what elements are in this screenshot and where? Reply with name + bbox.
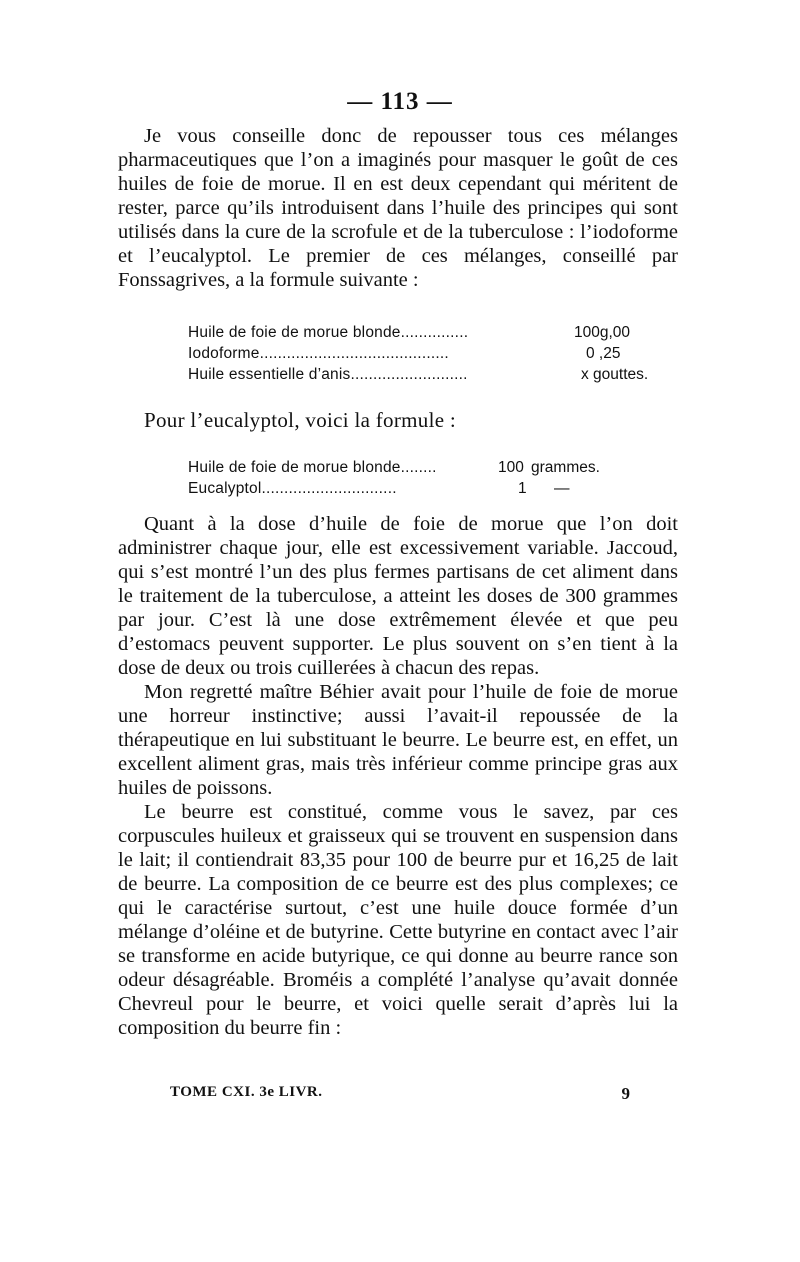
ingredient-quantity: 100 (498, 459, 524, 476)
ingredient-quantity: 100g,00 (574, 324, 631, 341)
intro-paragraph-block (118, 124, 678, 292)
ingredient-quantity: 1 (518, 480, 527, 497)
eucalyptol-formula (188, 457, 628, 499)
ingredient-unit: — (554, 480, 570, 497)
formula-row (188, 322, 658, 343)
paragraph-butter: Le beurre est constitué, comme vous le savez, par ces corpuscules huileux et graisseux qui se trouvent en suspension dans le lait; il contiendrait 83,35 pour 100 de beurre pur et 16,25 de lait de beurre. La composition de ce beurre est des plus complexes; ce qui le caractérise surtout, c’est une huile douce formée d’un mélange d’oléine et de butyrine. Cette butyrine en contact avec l’air se transforme en acide butyrique, ce qui donne au beurre rance son odeur désagréable. Broméis a complété l’analyse qu’avait donnée Chevreul pour le beurre, et voici quelle serait d’après lui la composition du beurre fin : (118, 801, 678, 1039)
ingredient-name: Huile de foie de morue blonde........ (188, 459, 437, 476)
page-number: — 113 — (347, 88, 453, 115)
formula-row (188, 478, 628, 499)
eucalyptol-intro: Pour l’eucalyptol, voici la formule : (144, 408, 457, 432)
ingredient-unit: grammes. (531, 459, 600, 476)
paragraph-dose: Quant à la dose d’huile de foie de morue que l’on doit administrer chaque jour, elle est excessivement variable. Jaccoud, qui s’est montré l’un des plus fermes partisans de cet aliment dans le traitement de la tuberculose, a atteint les doses de 300 grammes par jour. C’est là une dose extrêmement élevée et que peu d’estomacs peuvent supporter. Le plus souvent on s’en tient à la dose de deux ou trois cuillerées à chacun des repas. (118, 513, 678, 679)
ingredient-name: Huile de foie de morue blonde............... (188, 324, 469, 341)
ingredient-quantity: x gouttes. (581, 366, 649, 383)
ingredient-name: Huile essentielle d’anis.......................... (188, 366, 468, 383)
ingredient-name: Eucalyptol.............................. (188, 480, 397, 497)
sheet-number: 9 (621, 1084, 630, 1103)
iodoform-formula (188, 322, 658, 385)
intro-paragraph: Je vous conseille donc de repousser tous ces mélanges pharmaceutiques que l’on a imaginés pour masquer le goût de ces huiles de foie de morue. Il en est deux cependant qui méritent de rester, parce qu’ils introduisent dans l’huile des principes qui sont utilisés dans la cure de la scrofule et de la tuberculose : l’iodoforme et l’eucalyptol. Le premier de ces mélanges, conseillé par Fonssagrives, a la formule suivante : (118, 125, 678, 291)
formula-row (188, 364, 658, 385)
formula-row (188, 457, 628, 478)
ingredient-name: Iodoforme.......................................... (188, 345, 449, 362)
ingredient-quantity: 0 ,25 (586, 345, 621, 362)
paragraph-behier: Mon regretté maître Béhier avait pour l’huile de foie de morue une horreur instinctive; aussi l’avait-il repoussée de la thérapeutique en lui substituant le beurre. Le beurre est, en effet, un excellent aliment gras, mais très inférieur comme principe gras aux huiles de poissons. (118, 681, 678, 799)
signature-mark: TOME CXI. 3e LIVR. (170, 1084, 323, 1100)
main-text-block (118, 512, 678, 1040)
formula-row (188, 343, 658, 364)
